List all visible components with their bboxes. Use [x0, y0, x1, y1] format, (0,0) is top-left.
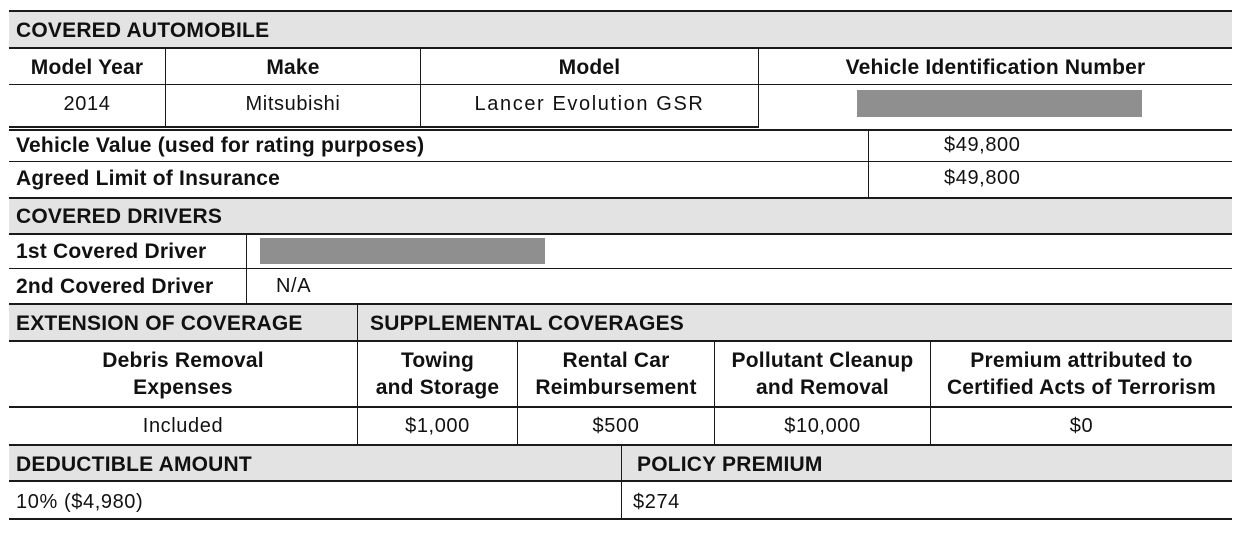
rule: [9, 10, 1232, 12]
model-header: Model: [558, 56, 621, 79]
rule: [9, 518, 1232, 520]
rule: [9, 406, 1232, 408]
debris-header-line2: Expenses: [133, 376, 233, 399]
vehicle-value: $49,800: [944, 134, 1021, 156]
divider: [246, 234, 247, 303]
rule: [9, 268, 1232, 269]
agreed-limit-value: $49,800: [944, 167, 1021, 189]
deductible-value: 10% ($4,980): [16, 491, 144, 513]
rule: [9, 161, 1232, 162]
vehicle-value-label: Vehicle Value (used for rating purposes): [16, 134, 425, 157]
first-driver-redacted: [260, 238, 545, 264]
model-value: Lancer Evolution GSR: [474, 93, 705, 115]
covered-automobile-title: COVERED AUTOMOBILE: [16, 19, 270, 42]
rule: [9, 340, 1232, 342]
rule: [9, 303, 1232, 305]
divider: [621, 446, 622, 518]
divider: [868, 130, 869, 197]
rental-value: $500: [592, 415, 640, 437]
second-driver-label: 2nd Covered Driver: [16, 275, 214, 298]
pollutant-header-line2: and Removal: [756, 376, 889, 399]
rule: [9, 197, 1232, 199]
vin-header: Vehicle Identification Number: [845, 56, 1146, 79]
terrorism-header-line1: Premium attributed to: [970, 349, 1193, 372]
towing-value: $1,000: [405, 415, 470, 437]
second-driver-value: N/A: [276, 275, 312, 297]
policy-premium-value: $274: [633, 491, 680, 513]
model-year-value: 2014: [63, 93, 111, 115]
pollutant-header: [715, 347, 930, 401]
terrorism-header-line2: Certified Acts of Terrorism: [946, 376, 1217, 399]
rental-header-line2: Reimbursement: [535, 376, 697, 399]
model-year-header: Model Year: [30, 56, 144, 79]
rule: [9, 47, 1232, 49]
covered-drivers-title: COVERED DRIVERS: [16, 205, 223, 228]
vin-redacted: [857, 90, 1142, 117]
debris-value: Included: [142, 415, 224, 437]
towing-header-line1: Towing: [400, 349, 475, 372]
towing-header: [358, 347, 517, 401]
agreed-limit-label: Agreed Limit of Insurance: [16, 167, 281, 190]
rental-header-line1: Rental Car: [562, 349, 670, 372]
pollutant-value: $10,000: [784, 415, 861, 437]
debris-header-line1: Debris Removal: [102, 349, 264, 372]
first-driver-label: 1st Covered Driver: [16, 240, 207, 263]
supplemental-title: SUPPLEMENTAL COVERAGES: [370, 312, 684, 335]
rule: [9, 126, 759, 128]
extension-title: EXTENSION OF COVERAGE: [16, 312, 303, 335]
rule: [9, 233, 1232, 235]
deductible-title: DEDUCTIBLE AMOUNT: [16, 453, 252, 476]
towing-header-line2: and Storage: [375, 376, 500, 399]
rule: [9, 129, 1232, 131]
pollutant-header-line1: Pollutant Cleanup: [731, 349, 914, 372]
terrorism-header: [931, 347, 1232, 401]
rental-header: [518, 347, 714, 401]
debris-header: [9, 347, 357, 401]
terrorism-value: $0: [1069, 415, 1094, 437]
policy-premium-title: POLICY PREMIUM: [637, 453, 823, 476]
make-header: Make: [266, 56, 320, 79]
make-value: Mitsubishi: [245, 93, 341, 115]
rule: [9, 84, 1232, 85]
